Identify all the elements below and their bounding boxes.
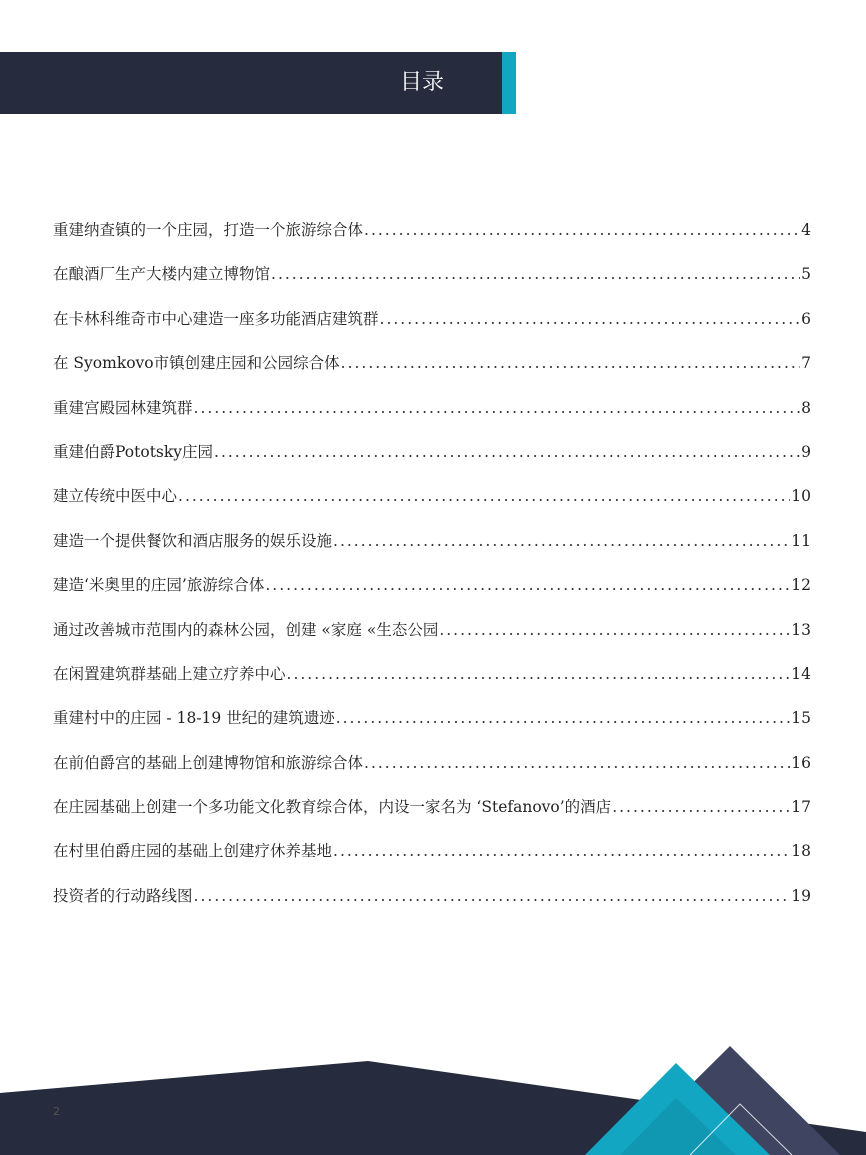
toc-entry-title: 在庄园基础上创建一个多功能文化教育综合体，内设一家名为 ‘Stefanovo’的酒店 bbox=[53, 798, 612, 817]
toc-entry-page: 17 bbox=[791, 798, 811, 817]
toc-leader-dots bbox=[380, 305, 801, 333]
toc-entry-title: 在村里伯爵庄园的基础上创建疗休养基地 bbox=[53, 842, 333, 861]
toc-entry-title: 重建纳查镇的一个庄园，打造一个旅游综合体 bbox=[53, 221, 364, 239]
toc-leader-dots bbox=[439, 616, 790, 644]
toc-leader-dots bbox=[333, 837, 790, 865]
toc-leader-dots bbox=[364, 749, 790, 777]
toc-leader-dots bbox=[287, 660, 791, 688]
toc-entry-title: 重建宫殿园林建筑群 bbox=[53, 398, 193, 417]
toc-leader-dots bbox=[194, 882, 791, 910]
toc-leader-dots bbox=[178, 482, 790, 510]
toc-entry-title: 在 Syomkovo市镇创建庄园和公园综合体 bbox=[53, 354, 340, 373]
page-number: 2 bbox=[53, 1105, 60, 1118]
toc-entry[interactable] bbox=[53, 660, 811, 704]
toc-entry-page: 10 bbox=[791, 487, 811, 506]
toc-entry-page: 4 bbox=[801, 221, 811, 239]
toc-entry[interactable] bbox=[53, 260, 811, 304]
toc-entry[interactable] bbox=[53, 305, 811, 349]
toc-entry-title: 重建伯爵Pototsky庄园 bbox=[53, 442, 214, 461]
toc-leader-dots bbox=[612, 793, 790, 821]
toc-entry[interactable] bbox=[53, 349, 811, 393]
toc-entry-page: 7 bbox=[801, 354, 811, 373]
table-of-contents bbox=[53, 216, 811, 926]
toc-entry-title: 在前伯爵宫的基础上创建博物馆和旅游综合体 bbox=[53, 753, 364, 772]
toc-leader-dots bbox=[341, 349, 800, 377]
toc-entry-title: 重建村中的庄园 - 18-19 世纪的建筑遗迹 bbox=[53, 709, 335, 728]
toc-entry-title: 投资者的行动路线图 bbox=[53, 886, 193, 905]
toc-entry-title: 建造一个提供餐饮和酒店服务的娱乐设施 bbox=[53, 531, 333, 550]
toc-entry-page: 9 bbox=[801, 442, 811, 461]
header-accent bbox=[502, 52, 516, 114]
toc-leader-dots bbox=[336, 704, 791, 732]
toc-leader-dots bbox=[364, 216, 800, 244]
toc-entry[interactable] bbox=[53, 527, 811, 571]
toc-entry-page: 8 bbox=[801, 398, 811, 417]
toc-leader-dots bbox=[271, 260, 800, 288]
toc-entry-page: 11 bbox=[791, 531, 811, 550]
toc-entry-page: 12 bbox=[791, 576, 811, 595]
toc-leader-dots bbox=[214, 438, 800, 466]
toc-entry-title: 通过改善城市范围内的森林公园，创建 «家庭 «生态公园 bbox=[53, 620, 439, 639]
toc-entry-title: 建造‘米奥里的庄园’旅游综合体 bbox=[53, 576, 265, 595]
footer-decoration bbox=[0, 1030, 866, 1155]
toc-entry[interactable] bbox=[53, 793, 811, 837]
toc-entry[interactable] bbox=[53, 616, 811, 660]
toc-entry[interactable] bbox=[53, 704, 811, 748]
toc-entry-page: 19 bbox=[791, 886, 811, 905]
toc-entry-page: 15 bbox=[791, 709, 811, 728]
toc-entry-page: 6 bbox=[801, 309, 811, 328]
toc-entry[interactable] bbox=[53, 438, 811, 482]
toc-entry-page: 5 bbox=[801, 265, 811, 284]
page-title: 目录 bbox=[400, 70, 445, 95]
toc-entry[interactable] bbox=[53, 749, 811, 793]
toc-entry-page: 14 bbox=[791, 664, 811, 683]
toc-leader-dots bbox=[333, 527, 790, 555]
toc-entry-title: 在卡林科维奇市中心建造一座多功能酒店建筑群 bbox=[53, 309, 379, 328]
toc-entry[interactable] bbox=[53, 882, 811, 926]
toc-entry-title: 在酿酒厂生产大楼内建立博物馆 bbox=[53, 265, 271, 284]
toc-entry-page: 13 bbox=[791, 620, 811, 639]
toc-entry-title: 建立传统中医中心 bbox=[53, 487, 178, 506]
toc-entry-page: 16 bbox=[791, 753, 811, 772]
toc-entry[interactable] bbox=[53, 482, 811, 526]
toc-leader-dots bbox=[265, 571, 790, 599]
toc-entry[interactable] bbox=[53, 571, 811, 615]
toc-entry[interactable] bbox=[53, 216, 811, 260]
toc-entry-page: 18 bbox=[791, 842, 811, 861]
toc-entry-title: 在闲置建筑群基础上建立疗养中心 bbox=[53, 664, 286, 683]
toc-leader-dots bbox=[194, 394, 801, 422]
toc-entry[interactable] bbox=[53, 837, 811, 881]
toc-entry[interactable] bbox=[53, 394, 811, 438]
